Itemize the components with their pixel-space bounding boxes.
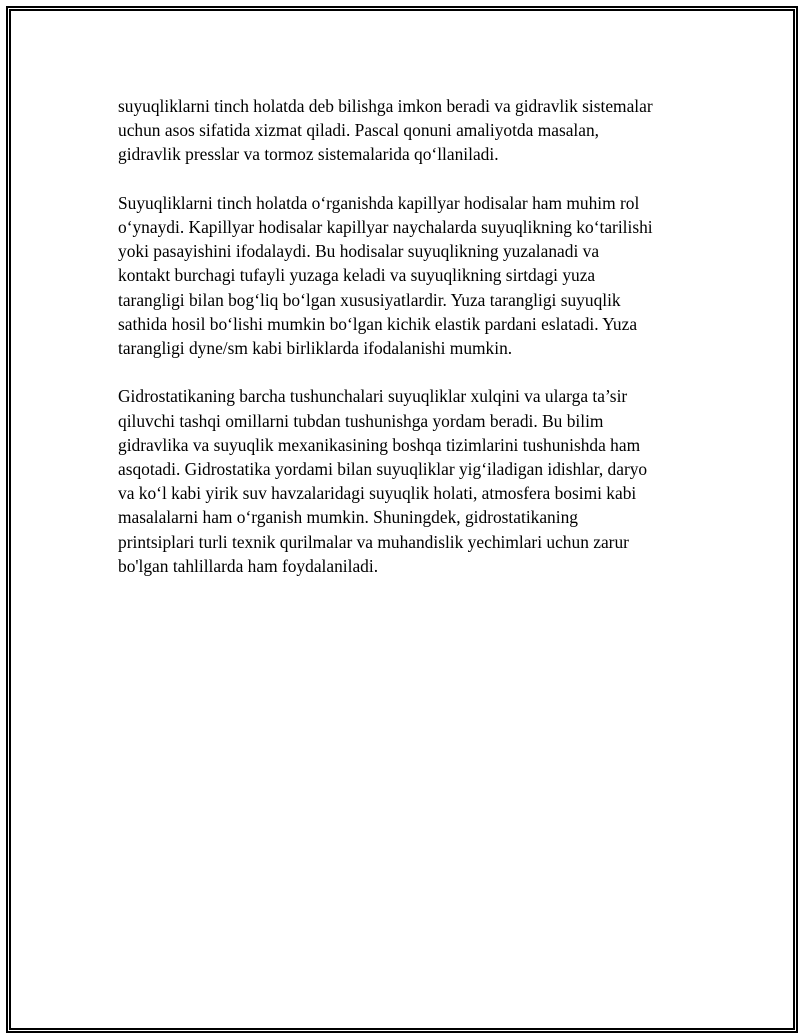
- paragraph-1: [118, 94, 698, 167]
- text-line: o‘ynaydi. Kapillyar hodisalar kapillyar naychalarda suyuqlikning ko‘tarilishi: [118, 217, 653, 237]
- text-line: tarangligi dyne/sm kabi birliklarda ifodalanishi mumkin.: [118, 338, 513, 359]
- text-line: kontakt burchagi tufayli yuzaga keladi va suyuqlikning sirtdagi yuza: [118, 265, 596, 286]
- text-line: qiluvchi tashqi omillarni tubdan tushunishga yordam beradi. Bu bilim: [118, 410, 604, 431]
- text-line: bo'lgan tahlillarda ham foydalaniladi.: [118, 555, 379, 576]
- text-line: masalalarni ham o‘rganish mumkin. Shuningdek, gidrostatikaning: [118, 507, 578, 528]
- text-line: printsiplari turli texnik qurilmalar va muhandislik yechimlari uchun zarur: [118, 531, 629, 552]
- text-line: tarangligi bilan bog‘liq bo‘lgan xususiyatlardir. Yuza tarangligi suyuqlik: [118, 289, 621, 310]
- text-line: gidravlika va suyuqlik mexanikasining boshqa tizimlarini tushunishda ham: [118, 434, 641, 455]
- paragraph-2: [118, 191, 698, 360]
- text-line: asqotadi. Gidrostatika yordami bilan suyuqliklar yig‘iladigan idishlar, daryo: [118, 459, 648, 480]
- text-line: gidravlik presslar va tormoz sistemalarida qo‘llaniladi.: [118, 144, 499, 165]
- text-line: yoki pasayishini ifodalaydi. Bu hodisalar suyuqlikning yuzalanadi va: [118, 241, 600, 262]
- text-line: Gidrostatikaning barcha tushunchalari suyuqliklar xulqini va ularga ta’sir: [118, 386, 628, 407]
- text-line: Suyuqliklarni tinch holatda o‘rganishda kapillyar hodisalar ham muhim rol: [118, 192, 640, 213]
- text-line: va ko‘l kabi yirik suv havzalaridagi suyuqlik holati, atmosfera bosimi kabi: [118, 483, 637, 504]
- document-body: [118, 94, 698, 602]
- text-line: sathida hosil bo‘lishi mumkin bo‘lgan kichik elastik pardani eslatadi. Yuza: [118, 313, 638, 334]
- text-line: suyuqliklarni tinch holatda deb bilishga imkon beradi va gidravlik sistemalar: [118, 96, 653, 116]
- text-line: uchun asos sifatida xizmat qiladi. Pascal qonuni amaliyotda masalan,: [118, 120, 600, 141]
- paragraph-3: [118, 384, 698, 578]
